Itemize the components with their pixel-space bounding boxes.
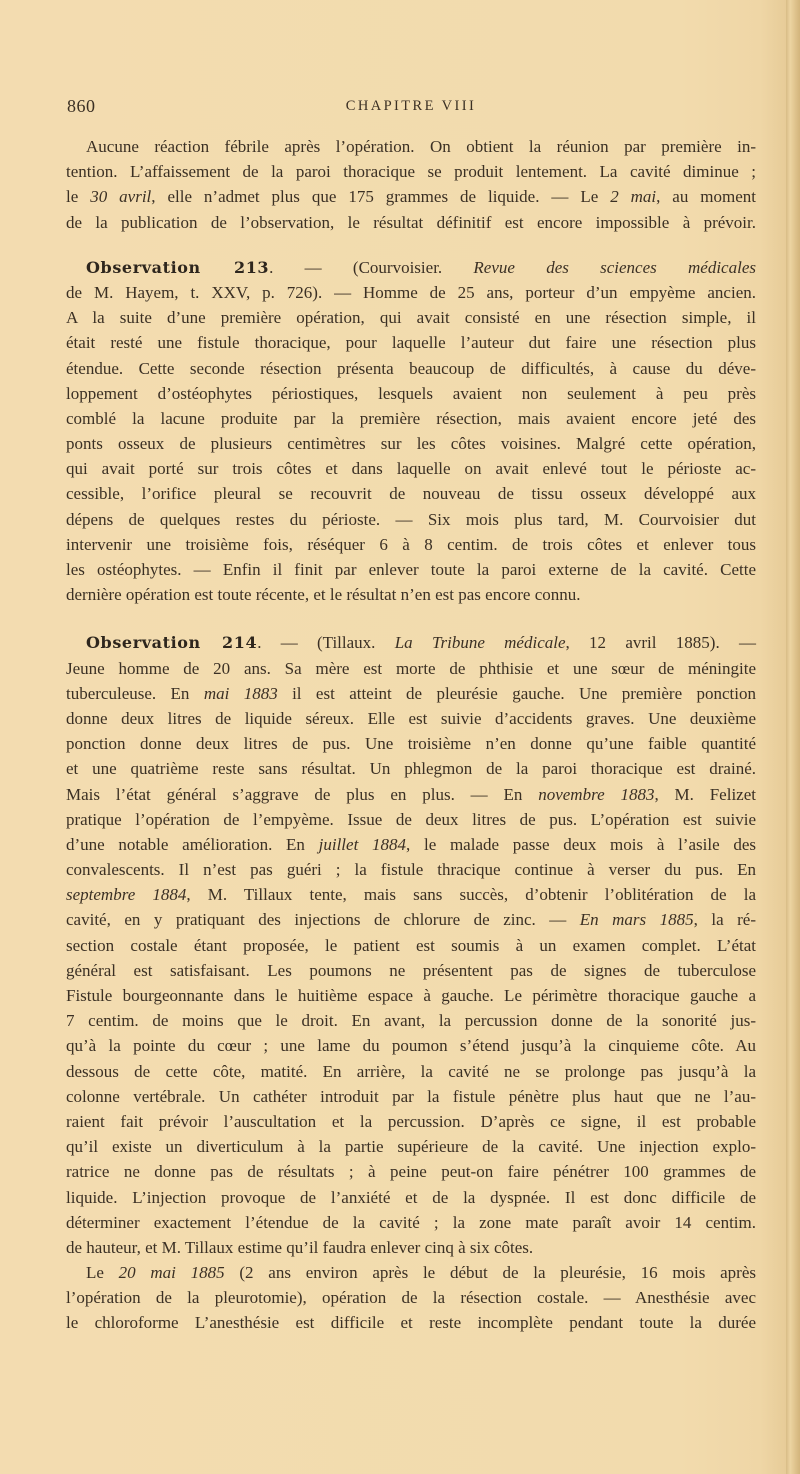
text-run: liquide. L’injection provoque de l’anxiété et de la dyspnée. Il est donc difficile de xyxy=(66,1187,756,1207)
text-line xyxy=(66,431,756,456)
text-line xyxy=(66,807,756,832)
text-run: intervenir une troisième fois, réséquer 6 à 8 centim. de trois côtes et enlever tous xyxy=(66,534,756,554)
text-run: ratrice ne donne pas de résultats ; à peine peut-on faire pénétrer 100 grammes de xyxy=(66,1162,756,1182)
text-run: , 12 avril 1885). — xyxy=(565,633,756,653)
text-run: , la ré- xyxy=(693,910,756,930)
text-run: . — (Tillaux. xyxy=(257,633,395,653)
text-line xyxy=(66,582,756,607)
text-run: ponction donne deux litres de pus. Une troisième n’en donne qu’une faible quantité xyxy=(66,734,756,754)
text-run: A la suite d’une première opération, qui avait consisté en une résection simple, il xyxy=(66,308,756,328)
text-line xyxy=(66,1084,756,1109)
page-number: 860 xyxy=(67,96,96,116)
paragraph xyxy=(66,255,756,608)
italic-text: septembre 1884 xyxy=(66,885,187,905)
text-line xyxy=(66,832,756,857)
text-run: comblé la lacune produite par la première résection, mais avaient encore jeté des xyxy=(66,408,756,428)
text-line xyxy=(66,532,756,557)
text-line xyxy=(66,1310,756,1335)
text-run: raient fait prévoir l’auscultation et la percussion. D’après ce signe, il est probable xyxy=(66,1111,756,1131)
text-line xyxy=(66,1260,756,1285)
text-line xyxy=(66,706,756,731)
text-run: déterminer exactement l’étendue de la cavité ; la zone mate paraît avoir 14 centim. xyxy=(66,1212,756,1232)
text-line xyxy=(66,882,756,907)
italic-text: En mars 1885 xyxy=(579,910,694,930)
text-run: tention. L’affaissement de la paroi thoracique se produit lentement. La cavité diminue ; xyxy=(66,162,756,182)
italic-text: La Tribune médicale xyxy=(394,633,566,653)
paragraph xyxy=(66,1260,756,1336)
text-run: étendue. Cette seconde résection présenta beaucoup de difficultés, à cause du déve- xyxy=(66,358,756,378)
text-run: dépens de quelques restes du périoste. — Six mois plus tard, M. Courvoisier dut xyxy=(66,509,756,529)
text-run: général est satisfaisant. Les poumons ne présentent pas de signes de tuberculose xyxy=(66,960,756,980)
italic-text: mai 1883 xyxy=(203,683,278,703)
text-line xyxy=(66,1210,756,1235)
text-line xyxy=(66,958,756,983)
italic-text: 20 mai 1885 xyxy=(118,1263,225,1283)
paragraph xyxy=(66,134,756,235)
text-run: dessous de cette côte, matité. En arrière, la cavité ne se prolonge pas jusqu’à la xyxy=(66,1061,756,1081)
text-run: , au moment xyxy=(656,187,757,207)
text-line xyxy=(66,1285,756,1310)
text-run: le chloroforme L’anesthésie est difficile et reste incomplète pendant toute la durée xyxy=(66,1313,756,1333)
observation-heading: Observation 214 xyxy=(86,633,258,653)
italic-text: Revue des sciences médicales xyxy=(473,257,756,277)
text-line xyxy=(66,1109,756,1134)
text-line xyxy=(66,406,756,431)
text-run: section costale étant proposée, le patient est soumis à un examen complet. L’état xyxy=(66,935,756,955)
text-run: Aucune réaction fébrile après l’opération. On obtient la réunion par première in- xyxy=(86,137,756,156)
text-run: colonne vertébrale. Un cathéter introduit par la fistule pénètre plus haut que ne l’au- xyxy=(66,1086,756,1106)
text-run: , M. Felizet xyxy=(654,784,756,804)
text-run: (2 ans environ après le début de la pleurésie, 16 mois après xyxy=(224,1263,757,1283)
text-run: de la publication de l’observation, le résultat définitif est encore impossible à prévoir. xyxy=(66,212,756,232)
text-line xyxy=(66,481,756,506)
text-line xyxy=(66,756,756,781)
text-line xyxy=(66,1033,756,1058)
text-run: 7 centim. de moins que le droit. En avant, la percussion donne de la sonorité jus- xyxy=(66,1011,756,1031)
paragraph xyxy=(66,630,756,1260)
text-run: , M. Tillaux tente, mais sans succès, d’obtenir l’oblitération de la xyxy=(186,885,756,905)
text-run: , elle n’admet plus que 175 grammes de liquide. — Le xyxy=(151,187,611,207)
text-run: Jeune homme de 20 ans. Sa mère est morte de phthisie et une sœur de méningite xyxy=(66,658,756,678)
text-run: qu’à la pointe du cœur ; une lame du poumon s’étend jusqu’à la cinquieme côte. Au xyxy=(66,1036,756,1056)
text-line xyxy=(66,681,756,706)
text-run: de M. Hayem, t. XXV, p. 726). — Homme de 25 ans, porteur d’un empyème ancien. xyxy=(66,282,756,302)
text-run: dernière opération est toute récente, et le résultat n’en est pas encore connu. xyxy=(66,585,581,605)
text-line xyxy=(66,507,756,532)
text-line xyxy=(66,1235,756,1260)
text-line xyxy=(66,381,756,406)
text-run: Le xyxy=(86,1263,119,1283)
text-run: cavité, en y pratiquant des injections de chlorure de zinc. — xyxy=(66,910,580,930)
text-line xyxy=(66,280,756,305)
text-run: cessible, l’orifice pleural se recouvrit de nouveau de tissu osseux développé aux xyxy=(66,484,756,504)
italic-text: 30 avril xyxy=(90,187,152,207)
text-run: le xyxy=(66,187,91,207)
text-line xyxy=(66,330,756,355)
text-run: et une quatrième reste sans résultat. Un phlegmon de la paroi thoracique est drainé. xyxy=(66,759,756,779)
text-line xyxy=(66,1008,756,1033)
body-text xyxy=(66,134,756,1336)
text-run: Mais l’état général s’aggrave de plus en plus. — En xyxy=(66,784,539,804)
text-line xyxy=(66,782,756,807)
text-run: qui avait porté sur trois côtes et dans laquelle on avait enlevé tout le périoste ac- xyxy=(66,459,756,479)
text-line xyxy=(66,305,756,330)
text-line xyxy=(66,1059,756,1084)
text-run: ponts osseux de plusieurs centimètres sur les côtes voisines. Malgré cette opération, xyxy=(66,434,756,454)
text-run: tuberculeuse. En xyxy=(66,683,204,703)
text-line xyxy=(66,557,756,582)
observation-heading: Observation 213 xyxy=(86,257,270,277)
text-line xyxy=(66,656,756,681)
text-line xyxy=(66,907,756,932)
text-line xyxy=(66,159,756,184)
text-run: , le malade passe deux mois à l’asile des xyxy=(406,834,756,854)
text-line xyxy=(66,857,756,882)
text-line xyxy=(66,1159,756,1184)
italic-text: juillet 1884 xyxy=(318,834,407,854)
running-head: CHAPITRE VIII xyxy=(345,98,477,114)
text-run: loppement d’ostéophytes périostiques, lesquels avaient non seulement à peu près xyxy=(66,383,756,403)
text-run: Fistule bourgeonnante dans le huitième espace à gauche. Le périmètre thoracique gauche a xyxy=(66,986,756,1005)
text-line xyxy=(66,983,756,1008)
text-line xyxy=(66,356,756,381)
italic-text: 2 mai xyxy=(610,187,657,207)
text-run: était resté une fistule thoracique, pour laquelle l’auteur dut faire une résection plus xyxy=(66,333,756,353)
text-run: qu’il existe un diverticulum à la partie supérieure de la cavité. Une injection explo- xyxy=(66,1137,756,1157)
text-line xyxy=(66,630,756,655)
text-run: donne deux litres de liquide séreux. Elle est suivie d’accidents graves. Une deuxième xyxy=(66,708,756,728)
italic-text: novembre 1883 xyxy=(538,784,655,804)
text-line xyxy=(66,1185,756,1210)
text-run: les ostéophytes. — Enfin il finit par enlever toute la paroi externe de la cavité. Cette xyxy=(66,560,756,579)
text-line xyxy=(66,184,756,209)
text-line xyxy=(66,1134,756,1159)
text-run: pratique l’opération de l’empyème. Issue de deux litres de pus. L’opération est suivie xyxy=(66,809,756,829)
text-run: de hauteur, et M. Tillaux estime qu’il faudra enlever cinq à six côtes. xyxy=(66,1237,534,1257)
text-line xyxy=(66,456,756,481)
text-line xyxy=(66,134,756,159)
text-line xyxy=(66,933,756,958)
text-line xyxy=(66,731,756,756)
text-line xyxy=(66,210,756,235)
text-run: convalescents. Il n’est pas guéri ; la fistule thracique continue à verser du pus. En xyxy=(66,860,756,880)
text-run: il est atteint de pleurésie gauche. Une première ponction xyxy=(277,683,756,703)
text-run: l’opération de la pleurotomie), opération de la résection costale. — Anesthésie avec xyxy=(66,1288,756,1308)
text-line xyxy=(66,255,756,280)
text-run: . — (Courvoisier. xyxy=(269,257,474,277)
text-run: d’une notable amélioration. En xyxy=(66,834,319,854)
page-edge xyxy=(786,0,800,1474)
